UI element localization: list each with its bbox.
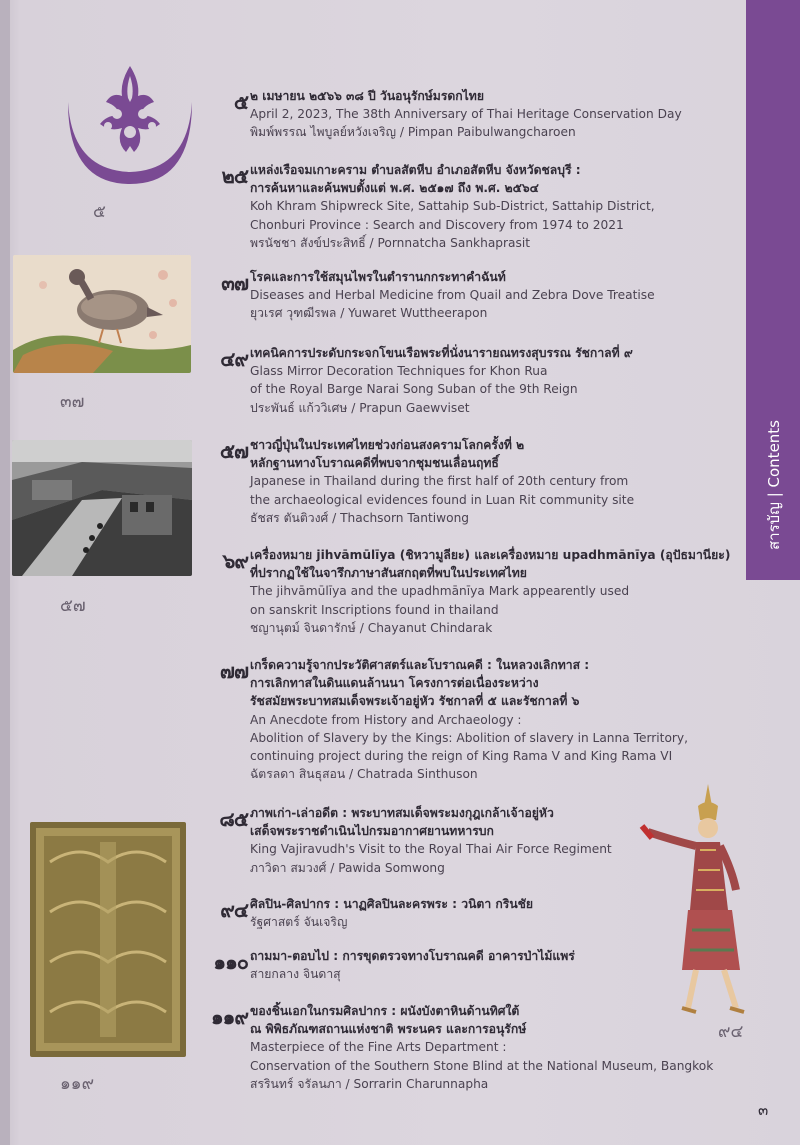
entry-title-th: เกร็ดความรู้จากประวัติศาสตร์และโบราณคดี : ในหลวงเลิกทาส : [250,658,590,672]
book-spine-shadow [0,0,10,1145]
entry-title-en: Diseases and Herbal Medicine from Quail and Zebra Dove Treatise [250,288,655,303]
entry-title-th: ภาพเก่า-เล่าอดีต : พระบาทสมเด็จพระมงกุฎเกล้าเจ้าอยู่หัว [250,806,554,820]
entry-title-th: หลักฐานทางโบราณคดีที่พบจากชุมชนเลื่อนฤทธิ์ [250,456,499,471]
entry-title-en: An Anecdote from History and Archaeology : [250,712,522,727]
entry-page-number: ๕ [233,90,248,114]
entry-title-th: การค้นหาและค้นพบตั้งแต่ พ.ศ. ๒๕๑๗ ถึง พ.ศ. ๒๕๖๔ [250,181,539,196]
entry-title-th: โรคและการใช้สมุนไพรในตำรานกกระทาคำฉันท์ [250,270,506,284]
entry-author: รัฐศาสตร์ จันเจริญ [250,915,348,930]
heritage-logo [60,62,200,188]
entry-title-th: เสด็จพระราชดำเนินไปกรมอากาศยานทหารบก [250,824,494,839]
entry-title-en: Chonburi Province : Search and Discovery from 1974 to 2021 [250,217,624,232]
entry-title-en: continuing project during the reign of King Rama V and King Rama VI [250,749,673,764]
entry-title-th: ๒ เมษายน ๒๕๖๖ ๓๘ ปี วันอนุรักษ์มรดกไทย [250,89,484,103]
stone-relief-image [30,822,186,1057]
entry-title-en: of the Royal Barge Narai Song Suban of the 9th Reign [250,382,578,397]
entry-title-en: Conservation of the Southern Stone Blind at the National Museum, Bangkok [250,1058,714,1073]
entry-page-number: ๒๕ [221,164,248,188]
entry-page-number: ๙๔ [220,898,248,922]
entry-title-th: ของชิ้นเอกในกรมศิลปากร : ผนังบังตาหินด้านทิศใต้ [250,1004,520,1018]
quail-caption: ๓๗ [60,392,85,412]
entry-author: สายกลาง จินดาสุ [250,967,341,982]
entry-title-th: เครื่องหมาย jihvāmūlīya (ชิหวามูลียะ) และเครื่องหมาย upadhmānīya (อุปัธมานียะ) [250,548,731,562]
entry-page-number: ๑๑๐ [213,950,248,974]
entry-title-en: the archaeological evidences found in Luan Rit community site [250,492,635,507]
entry-title-th: ชาวญี่ปุ่นในประเทศไทยช่วงก่อนสงครามโลกครั้งที่ ๒ [250,438,525,452]
entry-author: ภาวิดา สมวงศ์ / Pawida Somwong [250,860,445,875]
entry-page-number: ๑๑๙ [210,1005,248,1029]
entry-page-number: ๔๙ [220,347,248,371]
entry-title-th: แหล่งเรือจมเกาะคราม ตำบลสัตหีบ อำเภอสัตหีบ จังหวัดชลบุรี : [250,163,581,177]
entry-page-number: ๖๙ [222,549,248,573]
entry-title-en: Masterpiece of the Fine Arts Department : [250,1040,507,1055]
dancer-caption: ๙๔ [718,1022,744,1042]
entry-title-en: Abolition of Slavery by the Kings: Abolition of slavery in Lanna Territory, [250,730,688,745]
entry-page-number: ๗๗ [219,659,248,683]
entry-page-number: ๘๕ [219,807,248,831]
logo-caption: ๕ [93,202,106,222]
entry-title-th: ศิลปิน-ศิลปากร : นาฏศิลปินละครพระ : วนิตา กรินชัย [250,897,534,911]
entry-title-th: การเลิกทาสในดินแดนล้านนา โครงการต่อเนื่องระหว่าง [250,676,539,691]
entry-title-en: Koh Khram Shipwreck Site, Sattahip Sub-District, Sattahip District, [250,199,655,214]
entry-title-en: King Vajiravudh's Visit to the Royal Thai Air Force Regiment [250,842,612,857]
entry-title-en: The jihvāmūlīya and the upadhmānīya Mark appearently used [250,584,630,599]
entry-title-en: Japanese in Thailand during the first half of 20th century from [250,474,629,489]
section-title: สารบัญ | Contents [765,420,783,550]
entry-page-number: ๕๗ [219,439,248,463]
relief-caption: ๑๑๙ [60,1074,95,1094]
entry-page-number: ๓๗ [221,271,248,295]
entry-author: ประพันธ์ แก้ววิเศษ / Prapun Gaewviset [250,400,470,415]
entry-title-th: ณ พิพิธภัณฑสถานแห่งชาติ พระนคร และการอนุรักษ์ [250,1022,527,1037]
entry-title-th: รัชสมัยพระบาทสมเด็จพระเจ้าอยู่หัว รัชกาลที่ ๕ และรัชกาลที่ ๖ [250,694,580,709]
entry-title-en: Glass Mirror Decoration Techniques for Khon Rua [250,364,548,379]
old-street-photo-image [12,440,192,576]
entry-author: พรนัชชา สังข์ประสิทธิ์ / Pornnatcha Sankhaprasit [250,235,531,250]
page-number: ๓ [758,1101,769,1119]
entry-title-en: April 2, 2023, The 38th Anniversary of Thai Heritage Conservation Day [250,107,682,122]
entry-author: ยุวเรศ วุฑฒีรพล / Yuwaret Wuttheerapon [250,306,488,321]
entry-author: ธัชสร ตันติวงศ์ / Thachsorn Tantiwong [250,510,470,525]
entry-title-en: on sanskrit Inscriptions found in thailand [250,602,499,617]
entry-author: ฉัตรลดา สินธุสอน / Chatrada Sinthuson [250,767,478,782]
entry-title-th: ที่ปรากฏใช้ในจารึกภาษาสันสกฤตที่พบในประเทศไทย [250,566,527,581]
entry-author: ชญานุตม์ จินดารักษ์ / Chayanut Chindarak [250,620,493,635]
entry-title-th: ถามมา-ตอบไป : การขุดตรวจทางโบราณคดี อาคารป่าไม้แพร่ [250,949,575,963]
entry-author: พิมพ์พรรณ ไพบูลย์หวังเจริญ / Pimpan Paibulwangcharoen [250,125,576,140]
entry-title-th: เทคนิคการประดับกระจกโขนเรือพระที่นั่งนารายณทรงสุบรรณ รัชกาลที่ ๙ [250,346,633,360]
entry-author: สรรินทร์ จรัลนภา / Sorrarin Charunnapha [250,1076,489,1091]
photo-caption: ๕๗ [60,596,86,616]
quail-painting-image [13,255,191,373]
